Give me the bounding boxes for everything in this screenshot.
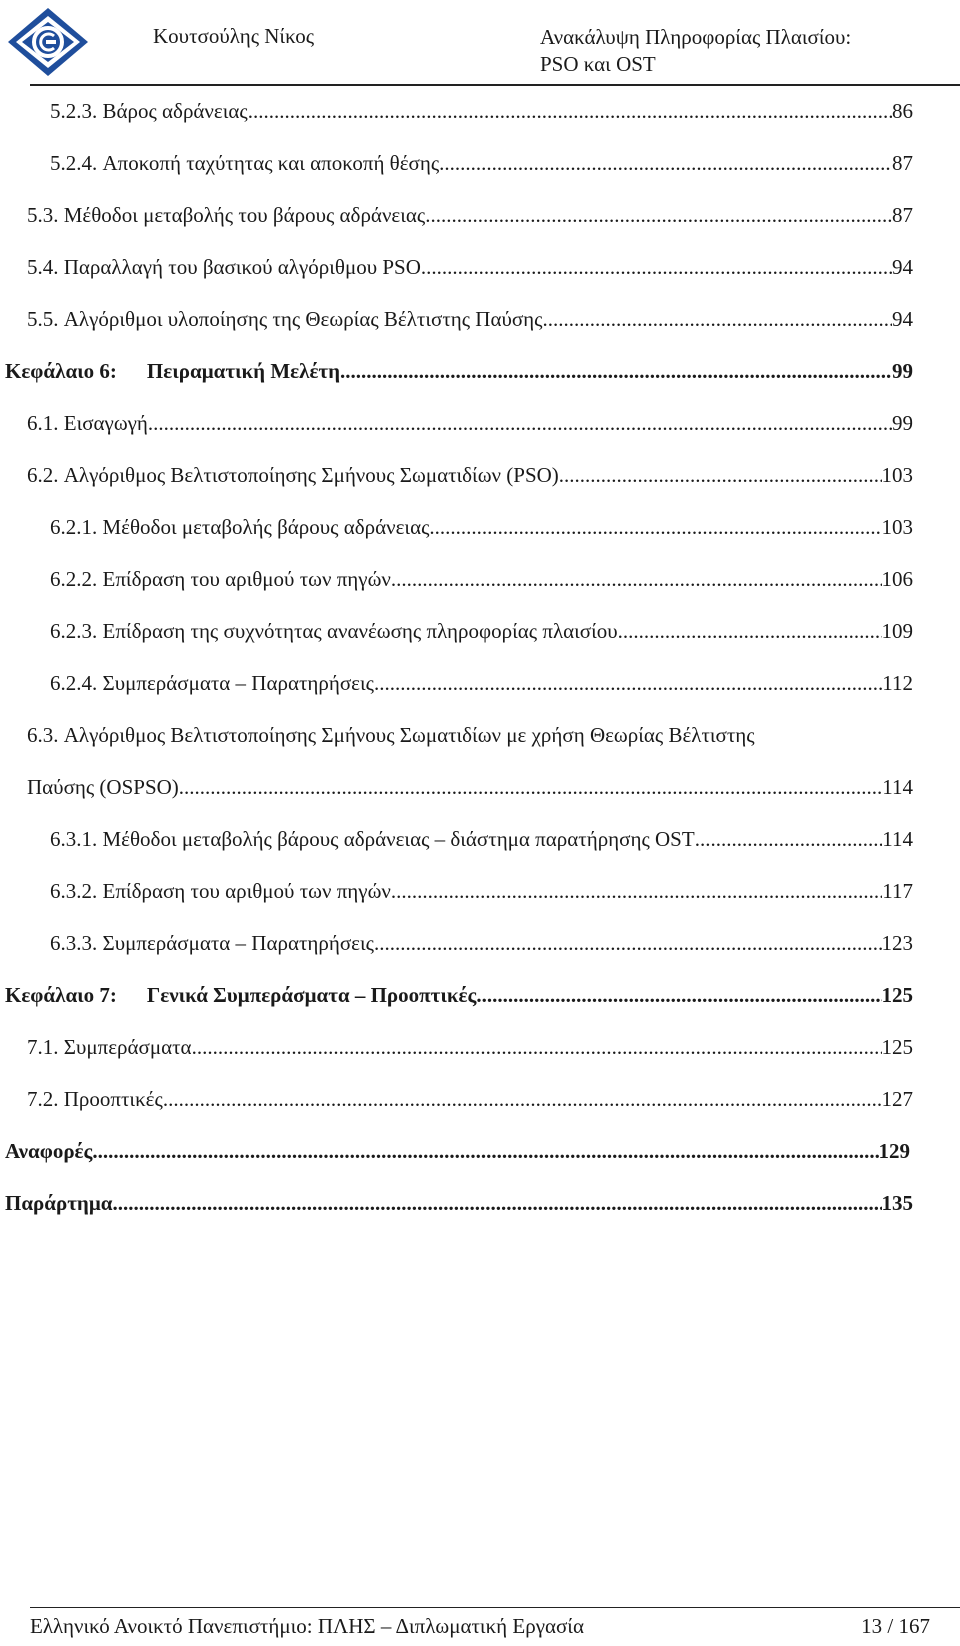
toc-entry-5-2-3[interactable] <box>0 96 960 128</box>
toc-page: 114 <box>882 775 913 799</box>
toc-label: 6.3.1. <box>50 827 98 851</box>
toc-label: 6.3. <box>27 723 59 747</box>
toc-page: 129 <box>878 1139 910 1163</box>
toc-entry-7-1[interactable] <box>0 1032 960 1064</box>
toc-entry-6-2-1[interactable] <box>0 512 960 544</box>
toc-page: 127 <box>881 1087 913 1111</box>
leader-dots <box>559 460 882 490</box>
toc-text: Μέθοδοι μεταβολής του βάρους αδράνειας <box>63 203 426 227</box>
toc-page: 109 <box>881 619 913 643</box>
toc-page: 87 <box>892 151 913 175</box>
footer-institution: Ελληνικό Ανοικτό Πανεπιστήμιο: ΠΛΗΣ – Διπλωματική Εργασία <box>30 1614 584 1638</box>
toc-label: 6.2.1. <box>50 515 98 539</box>
leader-dots <box>374 928 882 958</box>
toc-label: 6.2.2. <box>50 567 98 591</box>
toc-entry-7-2[interactable] <box>0 1084 960 1116</box>
leader-dots <box>391 564 882 594</box>
toc-label: Κεφάλαιο 6: <box>5 359 117 383</box>
header-rule <box>30 84 960 86</box>
toc-entry-5-4[interactable] <box>0 252 960 284</box>
toc-text: Πειραματική Μελέτη <box>146 359 341 383</box>
page-header <box>0 0 960 84</box>
header-author: Κουτσούλης Νίκος <box>153 24 315 48</box>
toc-entry-5-2-4[interactable] <box>0 148 960 180</box>
leader-dots <box>542 304 892 334</box>
toc-text: Επίδραση του αριθμού των πηγών <box>102 879 391 903</box>
university-logo-icon <box>6 6 90 78</box>
toc-text: Αλγόριθμοι υλοποίησης της Θεωρίας Βέλτιστης Παύσης <box>63 307 543 331</box>
leader-dots <box>391 876 882 906</box>
leader-dots <box>421 252 892 282</box>
toc-text-continued: Παύσης (OSPSO) <box>27 775 179 799</box>
footer-page-number: 13 / 167 <box>861 1614 930 1638</box>
toc-entry-6-3-3[interactable] <box>0 928 960 960</box>
leader-dots <box>340 356 892 386</box>
toc-page: 99 <box>892 359 913 383</box>
toc-text: Αποκοπή ταχύτητας και αποκοπή θέσης <box>102 151 440 175</box>
toc-page: 99 <box>892 411 913 435</box>
toc-page: 123 <box>881 931 913 955</box>
toc-text: Μέθοδοι μεταβολής βάρους αδράνειας <box>102 515 430 539</box>
toc-label: 5.5. <box>27 307 59 331</box>
toc-label: 5.3. <box>27 203 59 227</box>
toc-entry-6-1[interactable] <box>0 408 960 440</box>
toc-text: Μέθοδοι μεταβολής βάρους αδράνειας – διάστημα παρατήρησης OST <box>102 827 695 851</box>
toc-entry-6-3[interactable] <box>0 720 960 804</box>
toc-page: 106 <box>881 567 913 591</box>
footer-rule <box>30 1607 960 1608</box>
leader-dots <box>148 408 892 438</box>
toc-page: 103 <box>881 463 913 487</box>
toc-text: Παραλλαγή του βασικού αλγόριθμου PSO <box>63 255 421 279</box>
toc-page: 125 <box>881 983 913 1007</box>
toc-entry-chapter-6[interactable] <box>0 356 960 388</box>
leader-dots <box>248 96 892 126</box>
leader-dots <box>92 1136 878 1166</box>
toc-text: Συμπεράσματα <box>63 1035 192 1059</box>
toc-entry-5-5[interactable] <box>0 304 960 336</box>
toc-text: Προοπτικές <box>63 1087 163 1111</box>
toc-text: Αλγόριθμος Βελτιστοποίησης Σμήνους Σωματιδίων με χρήση Θεωρίας Βέλτιστης <box>63 723 755 747</box>
toc-label: 6.2.4. <box>50 671 98 695</box>
leader-dots <box>192 1032 882 1062</box>
toc-entry-chapter-7[interactable] <box>0 980 960 1012</box>
toc-entry-6-3-1[interactable] <box>0 824 960 856</box>
toc-text: Επίδραση του αριθμού των πηγών <box>102 567 391 591</box>
toc-text: Εισαγωγή <box>63 411 148 435</box>
toc-text: Παράρτημα <box>5 1191 113 1215</box>
toc-text: Επίδραση της συχνότητας ανανέωσης πληροφορίας πλαισίου <box>102 619 618 643</box>
toc-page: 86 <box>892 99 913 123</box>
toc-entry-appendix[interactable] <box>0 1188 960 1220</box>
toc-page: 103 <box>881 515 913 539</box>
toc-label: 5.2.4. <box>50 151 98 175</box>
toc-page: 112 <box>882 671 913 695</box>
toc-text: Αναφορές <box>5 1139 93 1163</box>
toc-entry-references[interactable] <box>0 1136 960 1168</box>
toc-page: 135 <box>881 1191 913 1215</box>
toc-label: 6.2.3. <box>50 619 98 643</box>
leader-dots <box>163 1084 882 1114</box>
toc-page: 125 <box>881 1035 913 1059</box>
header-title-line1: Ανακάλυψη Πληροφορίας Πλαισίου: <box>540 25 852 49</box>
leader-dots <box>695 824 883 854</box>
toc-label: 6.1. <box>27 411 59 435</box>
toc-text: Βάρος αδράνειας <box>102 99 248 123</box>
toc-text: Συμπεράσματα – Παρατηρήσεις <box>102 931 374 955</box>
toc-entry-6-2-3[interactable] <box>0 616 960 648</box>
toc-label: 5.2.3. <box>50 99 98 123</box>
toc-page: 87 <box>892 203 913 227</box>
toc-label: 6.3.3. <box>50 931 98 955</box>
leader-dots <box>476 980 881 1010</box>
toc-label: 7.1. <box>27 1035 59 1059</box>
toc-text: Γενικά Συμπεράσματα – Προοπτικές <box>146 983 477 1007</box>
toc-text: Συμπεράσματα – Παρατηρήσεις <box>102 671 374 695</box>
leader-dots <box>425 200 892 230</box>
leader-dots <box>439 148 892 178</box>
toc-entry-6-2-4[interactable] <box>0 668 960 700</box>
header-title <box>540 24 851 78</box>
toc-page: 117 <box>882 879 913 903</box>
toc-text: Αλγόριθμος Βελτιστοποίησης Σμήνους Σωματιδίων (PSO) <box>63 463 559 487</box>
toc-entry-6-2[interactable] <box>0 460 960 492</box>
toc-entry-6-3-2[interactable] <box>0 876 960 908</box>
leader-dots <box>112 1188 881 1218</box>
leader-dots <box>374 668 882 698</box>
leader-dots <box>429 512 881 542</box>
toc-page: 94 <box>892 255 913 279</box>
toc-page: 114 <box>882 827 913 851</box>
toc-label: 5.4. <box>27 255 59 279</box>
toc-label: 6.2. <box>27 463 59 487</box>
toc-label: 7.2. <box>27 1087 59 1111</box>
toc-entry-5-3[interactable] <box>0 200 960 232</box>
toc-label: Κεφάλαιο 7: <box>5 983 117 1007</box>
leader-dots <box>618 616 882 646</box>
toc-label: 6.3.2. <box>50 879 98 903</box>
toc-page: 94 <box>892 307 913 331</box>
leader-dots <box>179 772 882 802</box>
header-title-line2: PSO και OST <box>540 52 656 76</box>
toc-entry-6-2-2[interactable] <box>0 564 960 596</box>
